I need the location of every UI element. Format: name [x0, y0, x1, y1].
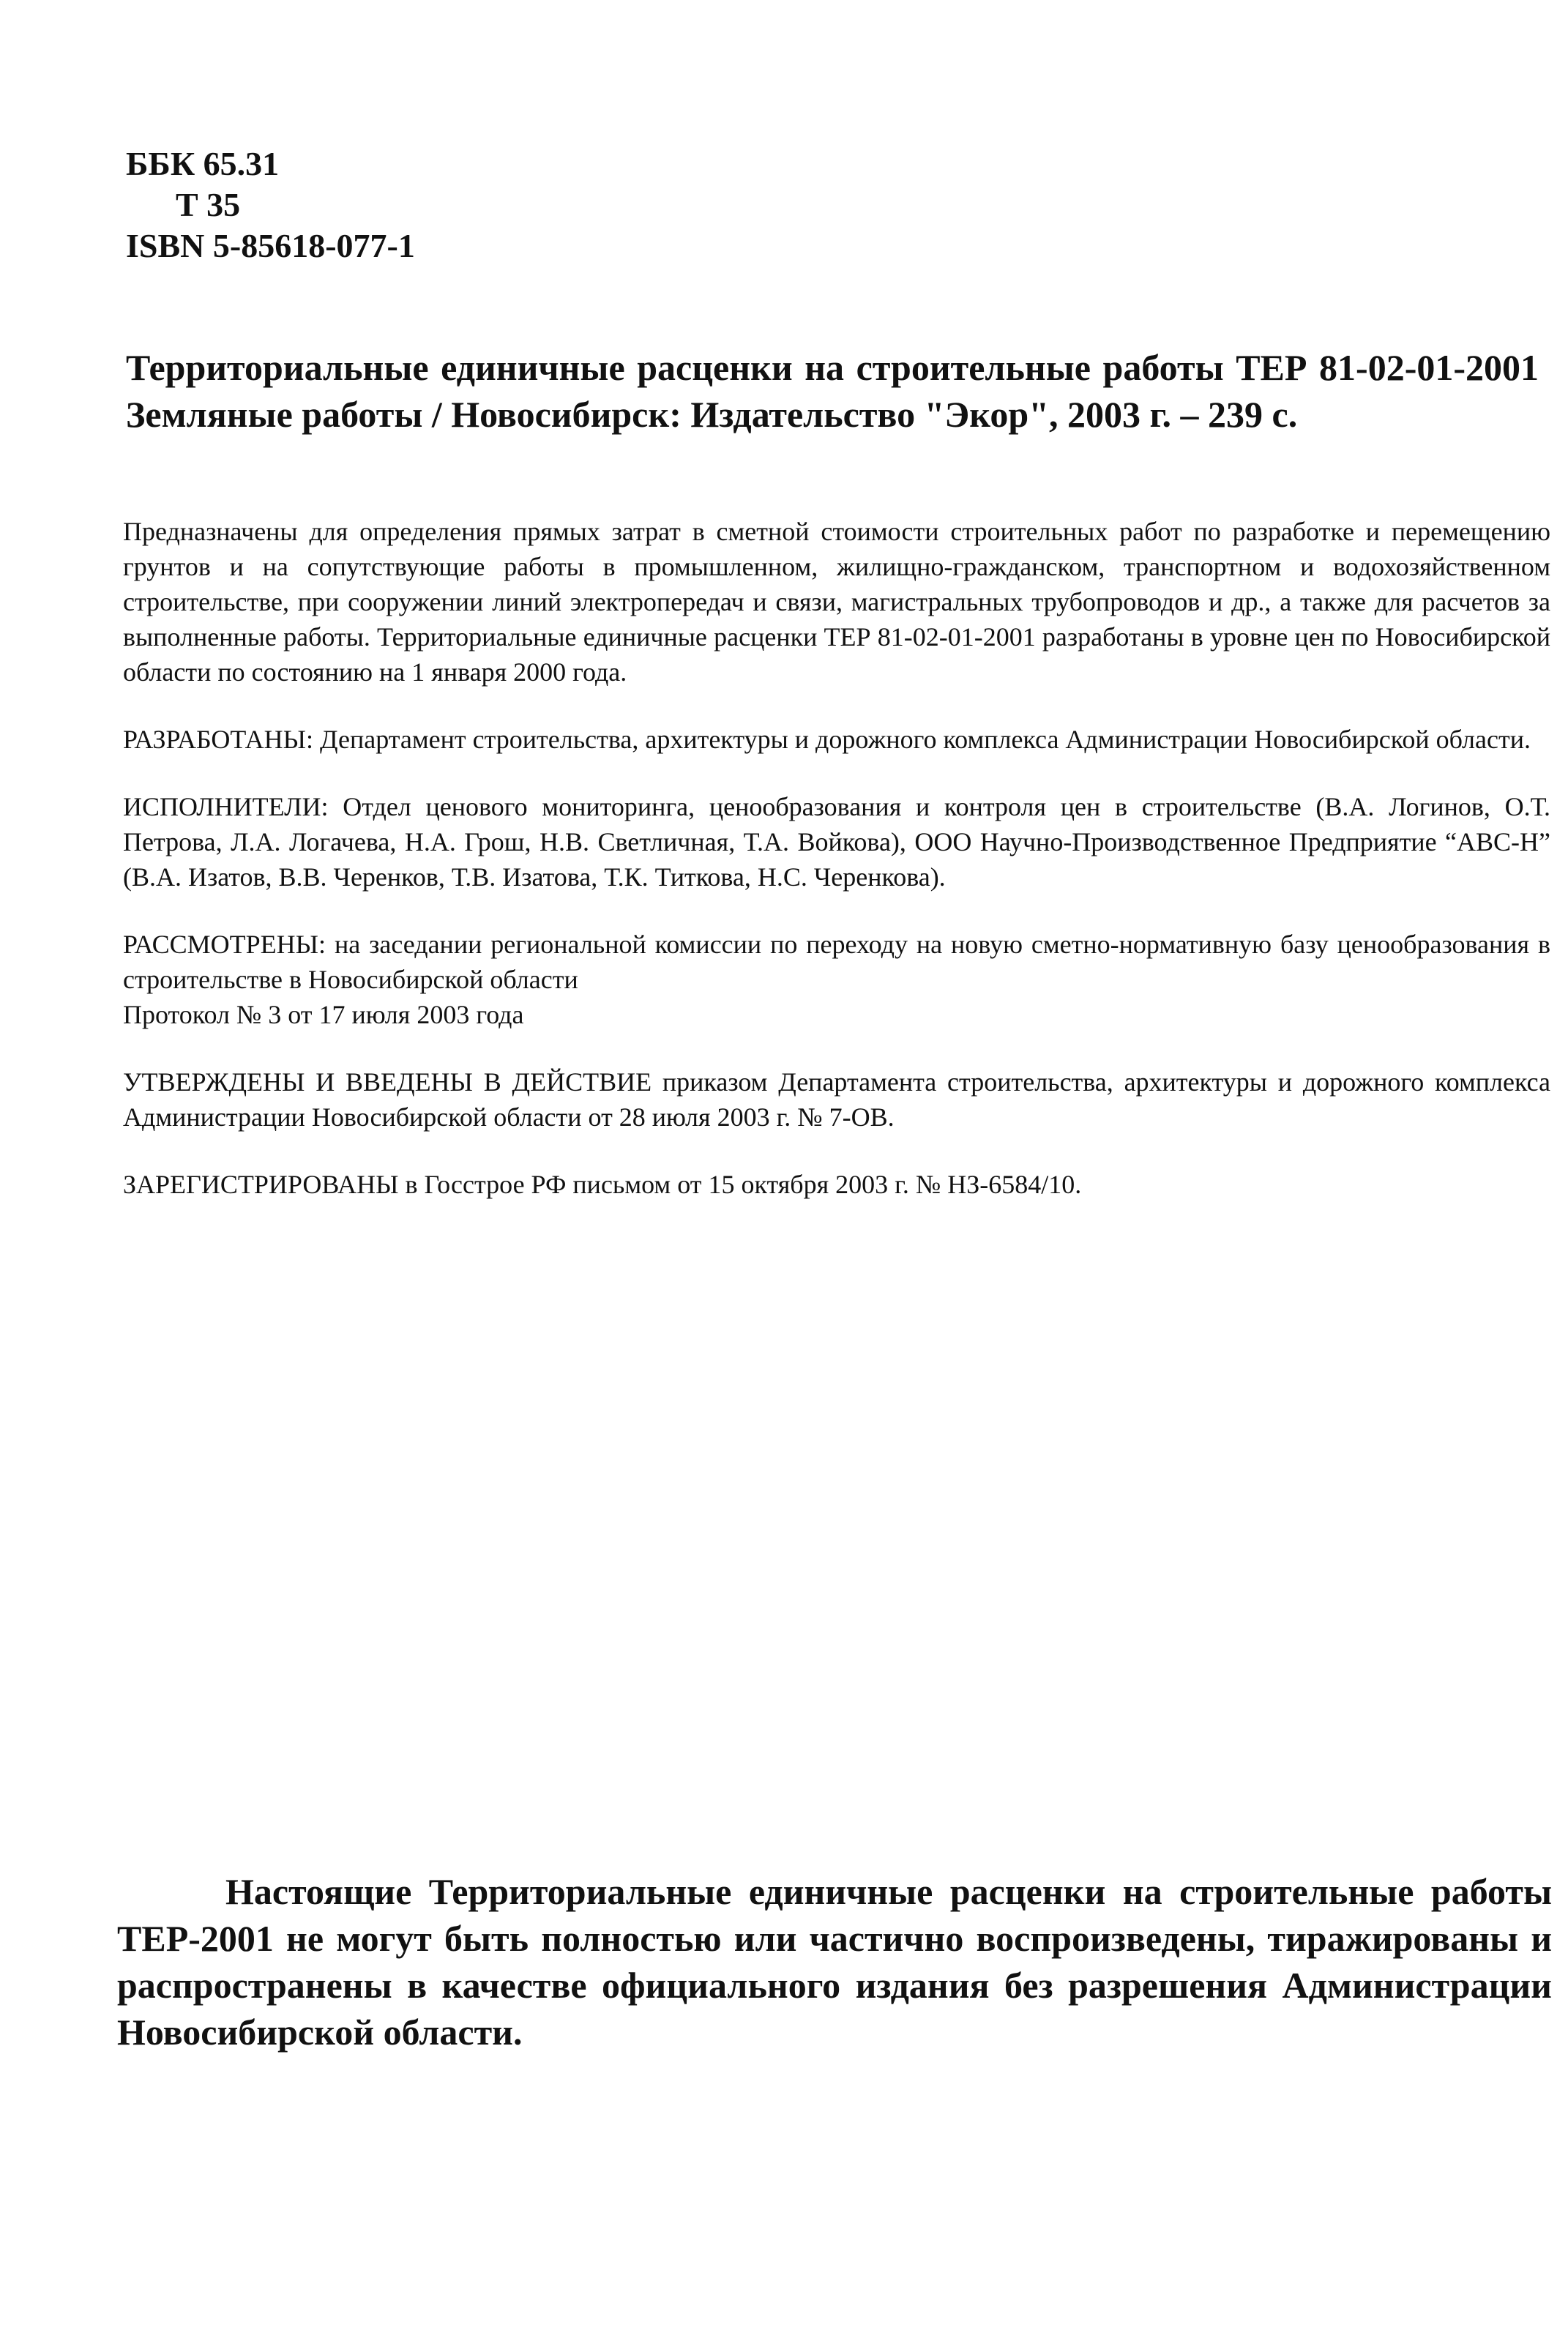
registered-paragraph: ЗАРЕГИСТРИРОВАНЫ в Госстрое РФ письмом от 15 октября 2003 г. № НЗ-6584/10. — [123, 1170, 1082, 1199]
document-body — [123, 514, 1550, 1234]
approved-paragraph: УТВЕРЖДЕНЫ И ВВЕДЕНЫ В ДЕЙСТВИЕ приказом Департамента строительства, архитектуры и дорожного комплекса Администрации Новосибирской области от 28 июля 2003 г. № 7-ОВ. — [123, 1067, 1550, 1132]
protocol-line: Протокол № 3 от 17 июля 2003 года — [123, 1000, 524, 1029]
bibliographic-codes — [126, 143, 415, 266]
bbk-code: ББК 65.31 — [126, 145, 280, 182]
executors-paragraph: ИСПОЛНИТЕЛИ: Отдел ценового мониторинга, ценообразования и контроля цен в строительстве (В.А. Логинов, О.Т. Петрова, Л.А. Логачева, Н.А. Грош, Н.В. Светличная, Т.А. Войкова), ООО Научно-Производственное Предприятие “АВС-Н” (В.А. Изатов, В.В. Черенков, Т.В. Изатова, Т.К. Титкова, Н.С. Черенкова). — [123, 792, 1550, 892]
reviewed-paragraph: РАССМОТРЕНЫ: на заседании региональной комиссии по переходу на новую сметно-нормативную базу ценообразования в строительстве в Новосибирской области — [123, 930, 1550, 994]
isbn: ISBN 5-85618-077-1 — [126, 227, 415, 264]
copyright-notice: Настоящие Территориальные единичные расценки на строительные работы ТЕР-2001 не могут быть полностью или частично воспроизведены, тиражированы и распространены в качестве официального издания без разрешения Администрации Новосибирской области. — [117, 1871, 1552, 2053]
author-mark: Т 35 — [176, 186, 241, 223]
document-title: Территориальные единичные расценки на строительные работы ТЕР 81-02-01-2001 Земляные работы / Новосибирск: Издательство "Экор", 2003 г. – 239 с. — [126, 347, 1539, 435]
purpose-paragraph: Предназначены для определения прямых затрат в сметной стоимости строительных работ по разработке и перемещению грунтов и на сопутствующие работы в промышленном, жилищно-гражданском, транспортном и водохозяйственном строительстве, при сооружении линий электропередач и связи, магистральных трубопроводов и др., а также для расчетов за выполненные работы. Территориальные единичные расценки ТЕР 81-02-01-2001 разработаны в уровне цен по Новосибирской области по состоянию на 1 января 2000 года. — [123, 517, 1550, 687]
developed-by-paragraph: РАЗРАБОТАНЫ: Департамент строительства, архитектуры и дорожного комплекса Администрации Новосибирской области. — [123, 725, 1531, 754]
